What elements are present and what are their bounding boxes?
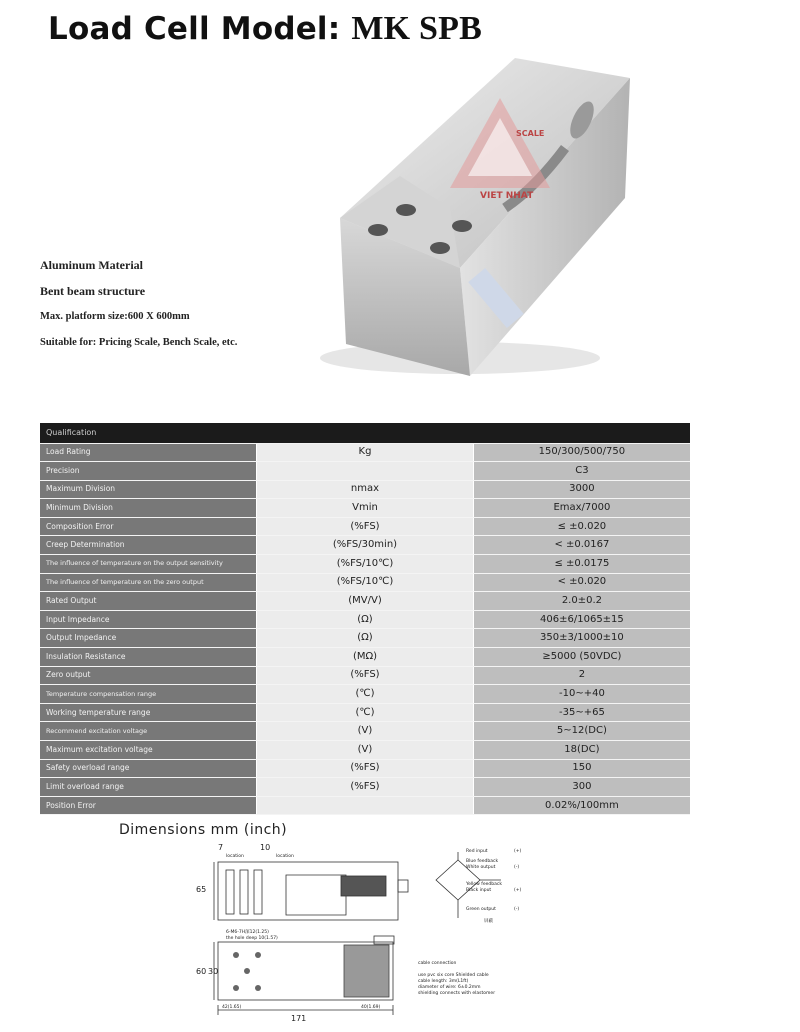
param-name: Limit overload range (40, 778, 257, 797)
param-value: Emax/7000 (473, 499, 690, 518)
page-title (48, 10, 482, 48)
table-row (40, 796, 690, 815)
param-unit (257, 462, 474, 481)
dimensions-title: Dimensions mm (inch) (119, 822, 288, 838)
wire-sign-3: (+) (514, 888, 522, 893)
wire-red: Red input (466, 849, 488, 854)
param-unit: (%FS/30min) (257, 536, 474, 555)
cable-note-1: cable connection (418, 961, 457, 966)
table-row (40, 666, 690, 685)
table-row (40, 592, 690, 611)
param-value: 150/300/500/750 (473, 443, 690, 462)
dim-top-1: 7 (218, 843, 224, 852)
param-value: 350±3/1000±10 (473, 629, 690, 648)
param-value: < ±0.0167 (473, 536, 690, 555)
param-unit: (Ω) (257, 610, 474, 629)
load-cell-image (300, 58, 660, 418)
table-row (40, 741, 690, 760)
dim-height: 65 (196, 885, 207, 894)
feature-material: Aluminum Material (40, 258, 143, 272)
table-row (40, 722, 690, 741)
table-row (40, 555, 690, 574)
table-row (40, 462, 690, 481)
wire-green: Green output (466, 907, 496, 912)
param-unit: (%FS/10℃) (257, 555, 474, 574)
feature-list (40, 258, 237, 362)
param-unit: Kg (257, 443, 474, 462)
table-row (40, 573, 690, 592)
param-value: 2.0±0.2 (473, 592, 690, 611)
cable-note-2: use pvc six core Shielded cable (418, 973, 489, 978)
param-name: The influence of temperature on the output sensitivity (40, 555, 257, 574)
param-value: 406±6/1065±15 (473, 610, 690, 629)
param-name: Input Impedance (40, 610, 257, 629)
spec-table (40, 423, 690, 815)
param-unit: (V) (257, 722, 474, 741)
wire-shield: 屏蔽 (484, 919, 493, 924)
feature-structure: Bent beam structure (40, 284, 146, 298)
table-row (40, 648, 690, 667)
param-name: Output Impedance (40, 629, 257, 648)
wire-sign-1: (+) (514, 849, 522, 854)
hole-note-1: 6-M6-7H深12(1.25) (226, 930, 269, 935)
table-row (40, 443, 690, 462)
title-model: MK SPB (351, 10, 482, 47)
param-unit: (Ω) (257, 629, 474, 648)
wire-white: White output (466, 865, 496, 870)
param-name: Creep Determination (40, 536, 257, 555)
dim-length: 171 (291, 1014, 307, 1023)
param-name: Insulation Resistance (40, 648, 257, 667)
param-name: Position Error (40, 796, 257, 815)
param-unit: (%FS/10℃) (257, 573, 474, 592)
label-location-1: location (226, 854, 244, 859)
param-value: 300 (473, 778, 690, 797)
param-unit: (MV/V) (257, 592, 474, 611)
param-value: 2 (473, 666, 690, 685)
wire-sign-4: (-) (514, 907, 520, 912)
feature-platform: Max. platform size:600 X 600mm (40, 311, 190, 322)
param-unit: (%FS) (257, 759, 474, 778)
param-value: 3000 (473, 480, 690, 499)
param-name: Precision (40, 462, 257, 481)
watermark-scale: SCALE (516, 129, 545, 138)
label-location-2: location (276, 854, 294, 859)
spec-header: Qualification (40, 423, 690, 443)
param-unit: (℃) (257, 685, 474, 704)
dim-60: 60 (196, 967, 207, 976)
title-prefix: Load Cell Model: (48, 11, 341, 47)
param-unit: (%FS) (257, 778, 474, 797)
param-unit (257, 796, 474, 815)
table-row (40, 778, 690, 797)
param-unit: (MΩ) (257, 648, 474, 667)
wire-blue: Blue feedback (466, 859, 499, 864)
param-name: Working temperature range (40, 703, 257, 722)
table-row (40, 610, 690, 629)
spec-header-row (40, 423, 690, 443)
table-row (40, 629, 690, 648)
cable-note-4: diameter of wire: 6±0.2mm (418, 985, 481, 990)
dimension-drawing (196, 840, 596, 1025)
param-value: < ±0.020 (473, 573, 690, 592)
dim-top-2: 10 (260, 843, 271, 852)
param-name: The influence of temperature on the zero output (40, 573, 257, 592)
param-unit: (%FS) (257, 666, 474, 685)
param-name: Safety overload range (40, 759, 257, 778)
param-value: -10~+40 (473, 685, 690, 704)
param-unit: Vmin (257, 499, 474, 518)
table-row (40, 499, 690, 518)
param-name: Load Rating (40, 443, 257, 462)
param-value: 150 (473, 759, 690, 778)
feature-suitable: Suitable for: Pricing Scale, Bench Scale, etc. (40, 337, 238, 348)
param-name: Minimum Division (40, 499, 257, 518)
table-row (40, 685, 690, 704)
param-value: ≥5000 (50VDC) (473, 648, 690, 667)
param-value: 18(DC) (473, 741, 690, 760)
param-value: 5~12(DC) (473, 722, 690, 741)
wire-black: Black input (466, 888, 492, 893)
param-name: Maximum Division (40, 480, 257, 499)
param-name: Composition Error (40, 517, 257, 536)
table-row (40, 703, 690, 722)
param-name: Recommend excitation voltage (40, 722, 257, 741)
param-value: -35~+65 (473, 703, 690, 722)
table-row (40, 759, 690, 778)
hole-note-2: the hole deep 10(1.57) (226, 936, 278, 941)
param-unit: nmax (257, 480, 474, 499)
dim-right: 40(1.69) (361, 1005, 381, 1010)
param-value: ≤ ±0.020 (473, 517, 690, 536)
cable-note-3: cable length: 3m(L1ft) (418, 979, 469, 984)
wire-sign-2: (-) (514, 865, 520, 870)
watermark-brand: VIET NHAT (480, 191, 534, 201)
dim-30: 30 (208, 967, 219, 976)
table-row (40, 480, 690, 499)
param-value: C3 (473, 462, 690, 481)
param-value: 0.02%/100mm (473, 796, 690, 815)
cable-note-5: shielding connects with elastomer (418, 991, 496, 996)
table-row (40, 517, 690, 536)
wire-yellow: Yellow feedback (466, 882, 502, 887)
table-row (40, 536, 690, 555)
dim-left: 42(1.65) (222, 1005, 242, 1010)
param-name: Rated Output (40, 592, 257, 611)
param-unit: (%FS) (257, 517, 474, 536)
param-unit: (℃) (257, 703, 474, 722)
param-name: Maximum excitation voltage (40, 741, 257, 760)
param-unit: (V) (257, 741, 474, 760)
param-name: Temperature compensation range (40, 685, 257, 704)
param-value: ≤ ±0.0175 (473, 555, 690, 574)
param-name: Zero output (40, 666, 257, 685)
